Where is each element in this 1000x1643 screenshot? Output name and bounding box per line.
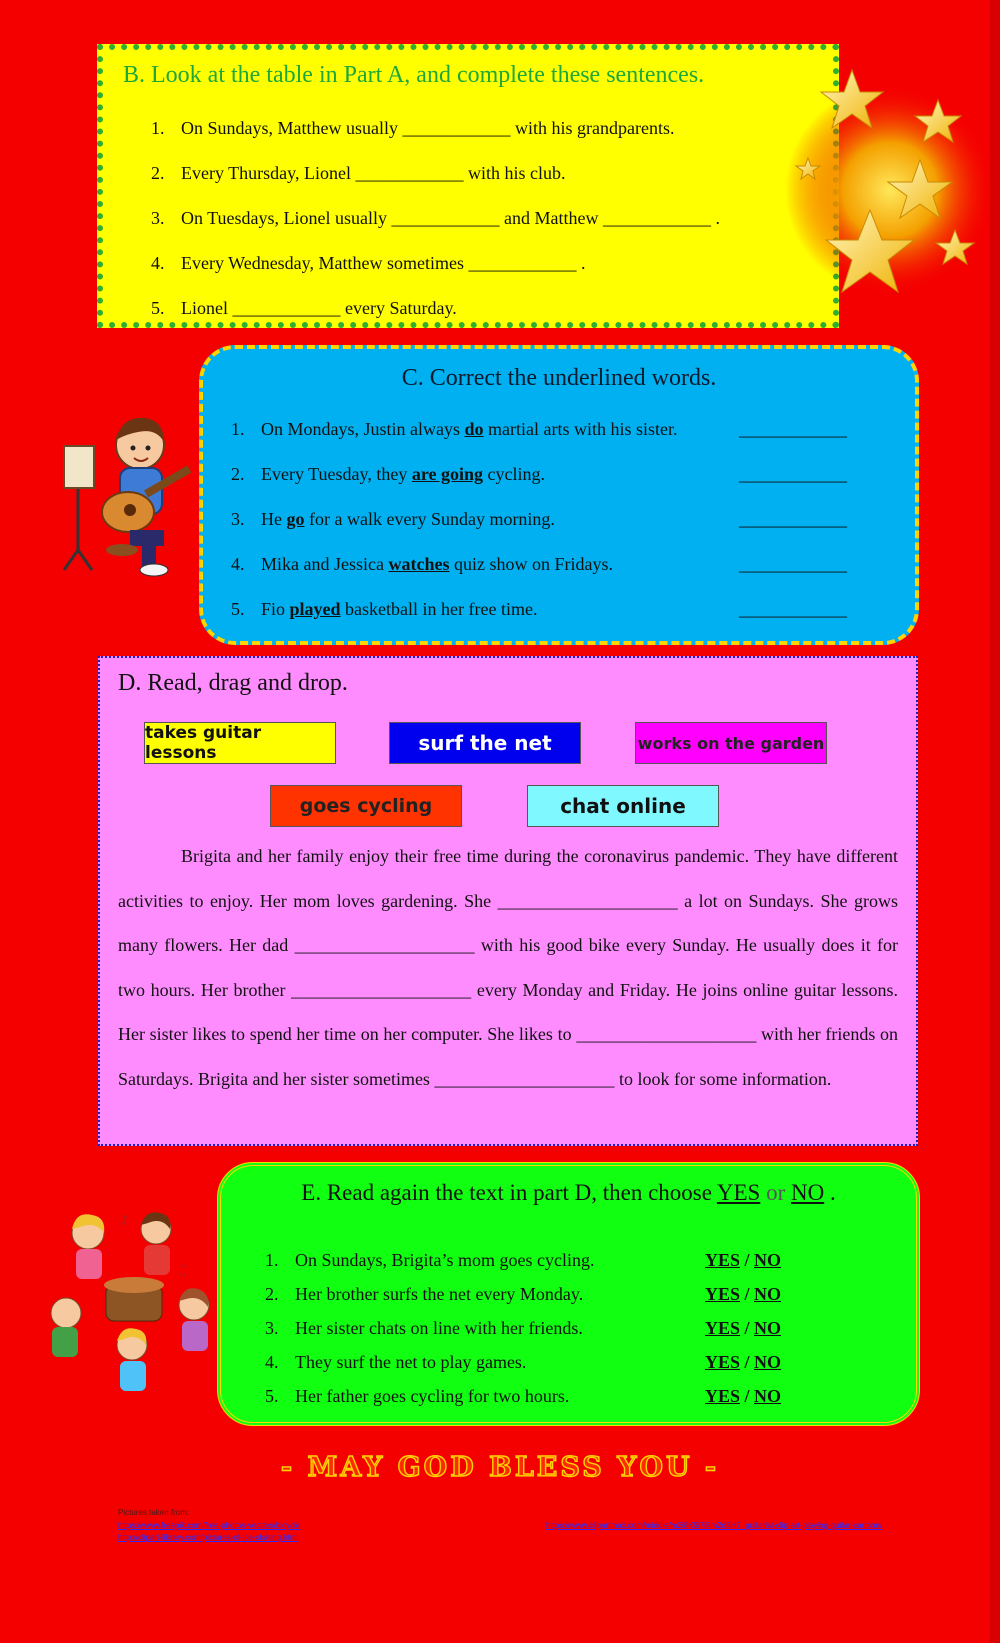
- list-item: 4. They surf the net to play games. YES / NO: [265, 1352, 782, 1372]
- list-item: 2. Every Tuesday, they are going cycling. ____________: [231, 464, 847, 484]
- answer-blank[interactable]: ____________: [739, 509, 847, 529]
- drag-chip-surf-the-net[interactable]: surf the net: [389, 722, 581, 764]
- credit-link-bicycle[interactable]: https://www.freepik.com/free-photos-vectors/bicycle: [118, 1521, 301, 1530]
- credit-link-ice-skating[interactable]: http://clipart-library.com/pictures-of-ice-skating.html: [118, 1533, 299, 1542]
- list-item: 5. Lionel ____________ every Saturday.: [151, 298, 457, 318]
- section-c-list: [231, 417, 871, 642]
- yes-no-choice: YES / NO: [705, 1352, 782, 1372]
- no-option[interactable]: NO: [754, 1284, 782, 1304]
- section-b-panel: [97, 44, 839, 328]
- svg-text:♫: ♫: [176, 1263, 189, 1279]
- drop-zone-1[interactable]: ____________________: [497, 890, 678, 911]
- list-item: 3. He go for a walk every Sunday morning. ____________: [231, 509, 847, 529]
- guitar-boy-illustration: [60, 410, 210, 580]
- stars-illustration: [780, 60, 1000, 310]
- yes-option[interactable]: YES: [705, 1352, 741, 1372]
- section-b-list: [151, 116, 720, 341]
- no-option[interactable]: NO: [754, 1318, 782, 1338]
- section-b-title: B. Look at the table in Part A, and complete these sentences.: [123, 62, 705, 88]
- yes-no-choice: YES / NO: [705, 1250, 782, 1270]
- list-item: 2. Her brother surfs the net every Monday. YES / NO: [265, 1284, 782, 1304]
- list-item: 2. Every Thursday, Lionel ____________ with his club.: [151, 163, 566, 183]
- list-item: 5. Fio played basketball in her free time. ____________: [231, 599, 847, 619]
- yes-option[interactable]: YES: [705, 1386, 741, 1406]
- yes-no-choice: YES / NO: [705, 1386, 782, 1406]
- section-c-panel: [199, 345, 919, 645]
- yes-no-choice: YES / NO: [705, 1284, 782, 1304]
- answer-blank[interactable]: ____________: [739, 554, 847, 574]
- section-c-title: C. Correct the underlined words.: [401, 365, 717, 391]
- section-d-title: D. Read, drag and drop.: [118, 670, 348, 696]
- drag-chip-takes-guitar-lessons[interactable]: takes guitar lessons: [144, 722, 336, 764]
- picture-credits-label: Pictures taken from:: [118, 1508, 190, 1517]
- section-e-title: E. Read again the text in part D, then choose YES or NO .: [301, 1180, 836, 1205]
- drag-chip-goes-cycling[interactable]: goes cycling: [270, 785, 462, 827]
- list-item: 5. Her father goes cycling for two hours. YES / NO: [265, 1386, 782, 1406]
- drop-zone-4[interactable]: ____________________: [576, 1024, 757, 1044]
- underlined-word: played: [289, 599, 341, 619]
- answer-blank[interactable]: ____________: [739, 599, 847, 619]
- yes-option[interactable]: YES: [705, 1284, 741, 1304]
- underlined-word: watches: [388, 554, 450, 574]
- yes-option[interactable]: YES: [705, 1318, 741, 1338]
- sentence-text: Every Thursday, Lionel ____________ with his club.: [181, 163, 566, 183]
- list-item: 1. On Sundays, Brigita’s mom goes cycling. YES / NO: [265, 1250, 782, 1270]
- list-item: 4. Every Wednesday, Matthew sometimes ____________ .: [151, 253, 586, 273]
- answer-blank[interactable]: ____________: [739, 419, 847, 439]
- no-option[interactable]: NO: [754, 1352, 782, 1372]
- underlined-word: are going: [411, 464, 483, 484]
- reading-passage: Brigita and her family enjoy their free time during the coronavirus pandemic. They have different activities to enjoy. Her mom loves gardening. She ____________________ a lot on Sundays. She grows many flowers. Her dad ____________________ with his good bike every Sunday. He usually does it for two hours. Her brother ____________________ every Monday and Friday. He joins online guitar lessons. Her sister likes to spend her time on her computer. She likes to ____________________ with her friends on Saturdays. Brigita and her sister sometimes ____________________ to look for some information.: [118, 846, 899, 1089]
- dancing-kids-illustration: [36, 1205, 226, 1405]
- no-option[interactable]: NO: [754, 1386, 782, 1406]
- svg-text:♪: ♪: [120, 1213, 129, 1229]
- list-item: 3. On Tuesdays, Lionel usually ____________ and Matthew ____________ .: [151, 208, 720, 228]
- list-item: 3. Her sister chats on line with her friends. YES / NO: [265, 1318, 782, 1338]
- drop-zone-5[interactable]: ____________________: [434, 1068, 615, 1089]
- answer-blank[interactable]: ____________: [739, 464, 847, 484]
- list-item: 1. On Mondays, Justin always do martial arts with his sister. ____________: [231, 419, 847, 439]
- drop-zone-2[interactable]: ____________________: [294, 935, 475, 955]
- list-item: 1. On Sundays, Matthew usually ____________ with his grandparents.: [151, 118, 675, 138]
- sentence-text: Every Wednesday, Matthew sometimes ____________ .: [181, 253, 586, 273]
- drag-chip-chat-online[interactable]: chat online: [527, 785, 719, 827]
- yes-no-choice: YES / NO: [705, 1318, 782, 1338]
- sentence-text: On Sundays, Matthew usually ____________ with his grandparents.: [181, 118, 675, 138]
- underlined-word: go: [286, 509, 305, 529]
- credit-link-guitarist[interactable]: https://www.clipartmax.com/middle/m2i8K9i7i5m2d3H7_guitarist-clip-art-playing-guitar-cartoon/: [546, 1521, 883, 1530]
- underlined-word: do: [464, 419, 484, 439]
- section-e-panel: [217, 1162, 920, 1426]
- sentence-text: Lionel ____________ every Saturday.: [181, 298, 457, 318]
- drag-chip-works-on-the-garden[interactable]: works on the garden: [635, 722, 827, 764]
- blessing-text: - MAY GOD BLESS YOU -: [280, 1452, 720, 1483]
- no-option[interactable]: NO: [754, 1250, 782, 1270]
- sentence-text: On Tuesdays, Lionel usually ____________ and Matthew ____________ .: [181, 208, 720, 228]
- yes-option[interactable]: YES: [705, 1250, 741, 1270]
- list-item: 4. Mika and Jessica watches quiz show on Fridays. ____________: [231, 554, 847, 574]
- section-e-list: [265, 1248, 825, 1418]
- section-d-panel: [98, 656, 918, 1146]
- drop-zone-3[interactable]: ____________________: [291, 979, 472, 1000]
